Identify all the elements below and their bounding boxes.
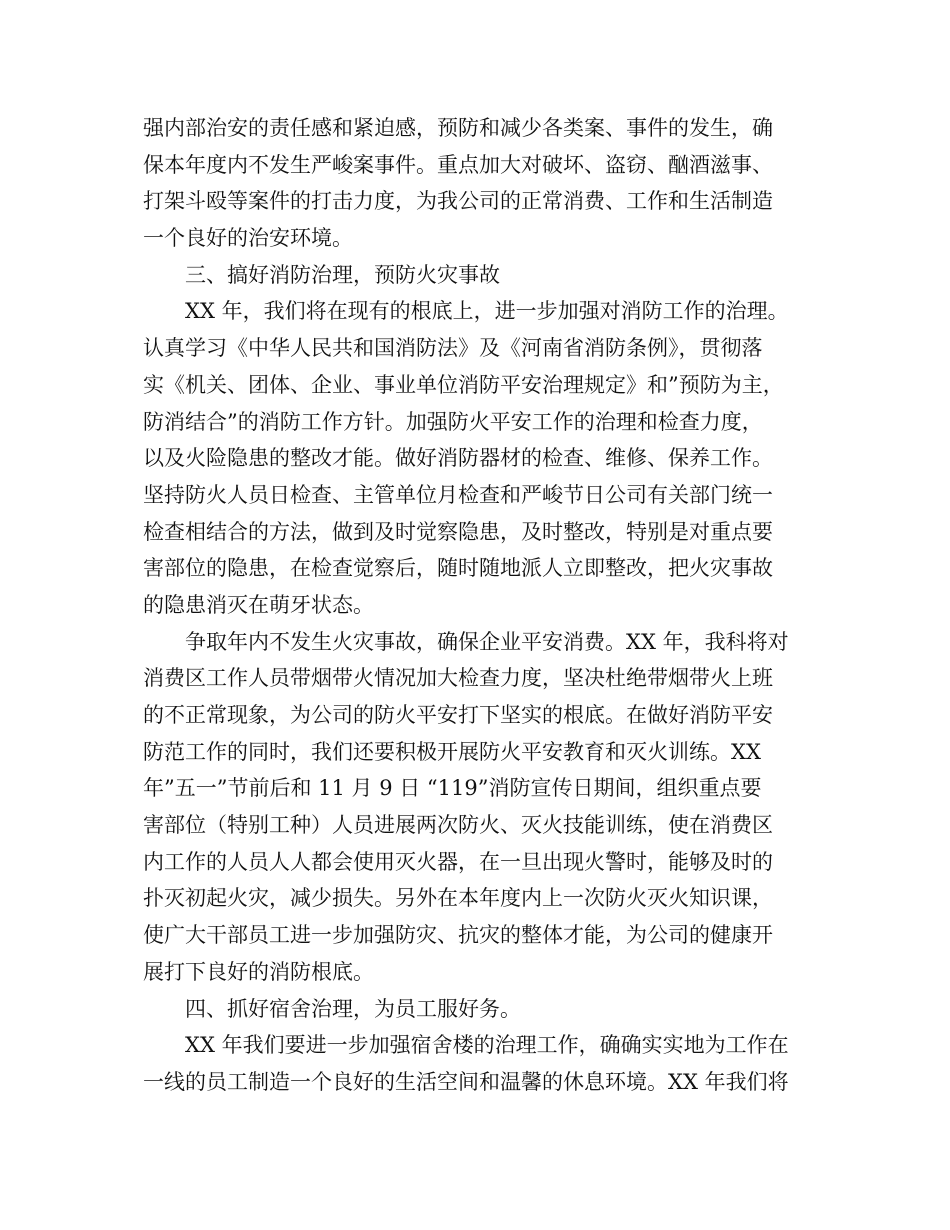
text-line: 一线的员工制造一个良好的生活空间和温馨的休息环境。XX 年我们将	[143, 1069, 789, 1094]
text-line: XX 年我们要进一步加强宿舍楼的治理工作，确确实实地为工作在	[185, 1033, 789, 1058]
text-line: 认真学习《中华人民共和国消防法》及《河南省消防条例》，贯彻落	[143, 336, 763, 361]
text-line: 的不正常现象，为公司的防火平安打下坚实的根底。在做好消防平安	[143, 703, 773, 727]
text-line: 打架斗殴等案件的打击力度，为我公司的正常消费、工作和生活制造	[143, 189, 773, 214]
text-line: 防消结合”的消防工作方针。加强防火平安工作的治理和检查力度，	[143, 409, 763, 434]
text-line: 以及火险隐患的整改才能。做好消防器材的检查、维修、保养工作。	[143, 446, 773, 471]
text-line: 检查相结合的方法，做到及时觉察隐患，及时整改，特别是对重点要	[143, 519, 773, 544]
text-line: 害部位（特别工种）人员进展两次防火、灭火技能训练，使在消费区	[143, 813, 773, 838]
text-line: 害部位的隐患，在检查觉察后，随时随地派人立即整改，把火灾事故	[143, 556, 773, 581]
text-line: XX 年，我们将在现有的根底上，进一步加强对消防工作的治理。	[185, 299, 789, 324]
text-line: 使广大干部员工进一步加强防灾、抗灾的整体才能，为公司的健康开	[143, 923, 773, 948]
text-line: 消费区工作人员带烟带火情况加大检查力度，坚决杜绝带烟带火上班	[143, 666, 773, 691]
text-line: 坚持防火人员日检查、主管单位月检查和严峻节日公司有关部门统一	[143, 482, 773, 507]
text-line: 的隐患消灭在萌牙状态。	[143, 592, 374, 617]
text-line: 扑灭初起火灾，减少损失。另外在本年度内上一次防火灭火知识课，	[143, 886, 773, 911]
text-line: 争取年内不发生火灾事故，确保企业平安消费。XX 年，我科将对	[185, 629, 789, 654]
text-line: 内工作的人员人人都会使用灭火器，在一旦出现火警时，能够及时的	[143, 849, 773, 874]
document-body	[143, 110, 815, 1101]
text-line: 展打下良好的消防根底。	[143, 959, 374, 984]
text-line: 强内部治安的责任感和紧迫感，预防和减少各类案、事件的发生，确	[143, 116, 773, 140]
text-line: 一个良好的治安环境。	[143, 226, 353, 251]
text-line: 四、抓好宿舍治理，为员工服好务。	[185, 996, 521, 1021]
text-line: 实《机关、团体、企业、事业单位消防平安治理规定》和”预防为主，	[143, 372, 784, 397]
text-line: 年”五一”节前后和 11 月 9 日 “119”消防宣传日期间，组织重点要	[143, 776, 762, 801]
text-line: 三、搞好消防治理，预防火灾事故	[185, 262, 500, 287]
text-line: 防范工作的同时，我们还要积极开展防火平安教育和灭火训练。XX	[143, 739, 761, 764]
text-line: 保本年度内不发生严峻案事件。重点加大对破坏、盗窃、酗酒滋事、	[143, 152, 773, 177]
